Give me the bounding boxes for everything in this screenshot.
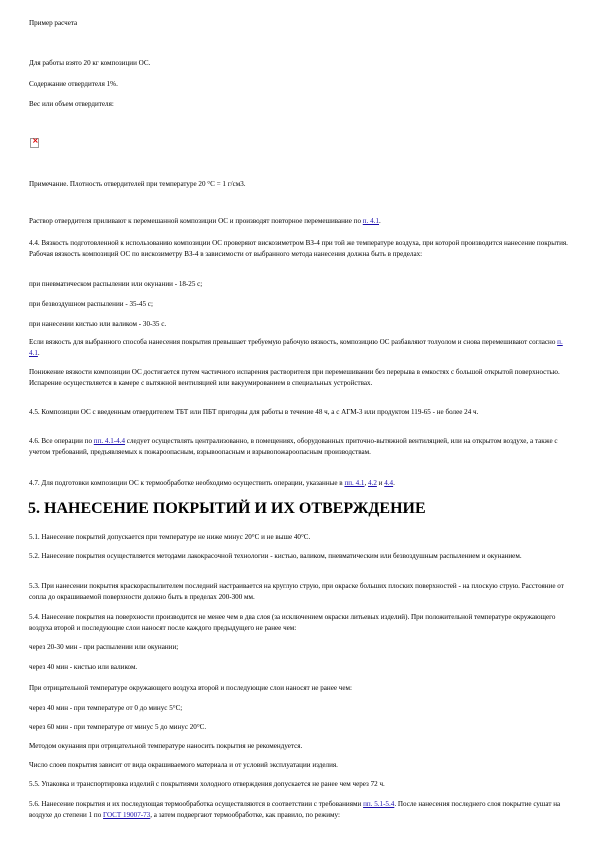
link-4-4[interactable]: 4.4: [384, 479, 394, 487]
note: Примечание. Плотность отвердителей при температуре 20 °С = 1 г/см3.: [29, 180, 246, 188]
interval-item-2: через 40 мин - кистью или валиком.: [29, 663, 138, 671]
interval-item-3: через 40 мин - при температуре от 0 до минус 5°С;: [29, 704, 183, 712]
link-4-2[interactable]: 4.2: [368, 479, 377, 487]
paragraph-4-6: [29, 436, 569, 457]
paragraph-5-1: 5.1. Нанесение покрытий допускается при температуре не ниже минус 20°С и не выше 40°С.: [29, 533, 311, 541]
intro-line-3: Вес или объем отвердителя:: [29, 100, 114, 108]
text: Раствор отвердителя приливают к перемешанной композиции ОС и производят повторное перемешивание по: [29, 217, 363, 225]
broken-image-icon: ×: [30, 138, 39, 148]
interval-item-4: через 60 мин - при температуре от минус 5 до минус 20°С.: [29, 723, 207, 731]
paragraph-4-5: 4.5. Композиции ОС с введенным отвердителем ТБТ или ПБТ пригодны для работы в течение 48 ч, а с АГМ-3 или продуктом 119-65 - не более 24 ч.: [29, 408, 479, 416]
viscosity-item-1: при пневматическом распылении или окунании - 18-25 с;: [29, 280, 203, 288]
text: Если вязкость для выбранного способа нанесения покрытия превышает требуемую рабочую вязкость, композицию ОС разбавляют толуолом и снова перемешивают согласно: [29, 338, 558, 346]
paragraph-5-3: 5.3. При нанесении покрытия краскораспылителем последний настраивается на круглую струю, при окраске больших плоских поверхностей - на плоскую струю. Расстояние от сопла до окрашиваемой поверхности должно быть в пределах 200-300 мм.: [29, 582, 564, 601]
interval-item-1: через 20-30 мин - при распылении или окунании;: [29, 643, 179, 651]
section-heading: 5. НАНЕСЕНИЕ ПОКРЫТИЙ И ИХ ОТВЕРЖДЕНИЕ: [28, 500, 426, 517]
paragraph-negative-temp: При отрицательной температуре окружающего воздуха второй и последующие слои наносят не ранее чем:: [29, 684, 352, 692]
link-p4-1[interactable]: п. 4.1: [29, 338, 563, 357]
text: .: [37, 348, 40, 357]
text: и: [376, 479, 385, 487]
paragraph-mix: [29, 216, 569, 227]
paragraph-layers: Число слоев покрытия зависит от вида окрашиваемого материала и от условий эксплуатации изделия.: [29, 761, 338, 769]
intro-line-2: Содержание отвердителя 1%.: [29, 80, 118, 88]
link-pp4-1[interactable]: пп. 4.1: [344, 479, 365, 487]
paragraph-4-7: [29, 478, 569, 489]
paragraph-evaporation: Понижение вязкости композиции ОС достигается путем частичного испарения растворителя при перемешивании без перерыва в емкостях с большой открытой поверхностью. Испарение осуществляется в камере с вытяжной вентиляцией или вакуумированием в специальных устройствах.: [29, 368, 560, 387]
viscosity-item-3: при нанесении кистью или валиком - 30-35 с.: [29, 320, 167, 328]
text: 4.6. Все операции по: [29, 437, 94, 445]
text: .: [393, 479, 395, 487]
text: , а затем подвергают термообработке, как правило, по режиму:: [150, 810, 340, 819]
link-p4-1[interactable]: п. 4.1: [362, 217, 379, 225]
viscosity-item-2: при безвоздушном распылении - 35-45 с;: [29, 300, 153, 308]
text: 4.7. Для подготовки композиции ОС к термообработке необходимо осуществить операции, указанные в: [29, 479, 345, 487]
link-pp4-1-4-4[interactable]: пп. 4.1-4.4: [93, 437, 126, 445]
link-pp5-1-5-4[interactable]: пп. 5.1-5.4: [363, 800, 395, 808]
text: следует осуществлять централизованно, в помещениях, оборудованных приточно-вытяжной вентиляцией, или на открытом воздухе, а также с учетом требований, предъявляемых к пожароопасным, взрывоопасным и взрывопожароопасным производствам.: [29, 437, 558, 456]
text: . После нанесения последнего слоя покрытие сушат на воздухе до степени 1 по: [29, 800, 561, 819]
paragraph-5-6: [29, 799, 569, 820]
paragraph-5-2: 5.2. Нанесение покрытия осуществляется методами лакокрасочной технологии - кистью, валиком, пневматическим или безвоздушным распылением и окунанием.: [29, 552, 522, 560]
paragraph-4-4: 4.4. Вязкость подготовленной к использованию композиции ОС проверяют вискозиметром ВЗ-4 при той же температуре воздуха, при которой производится нанесение покрытия. Рабочая вязкость композиций ОС по вискозиметру ВЗ-4 в зависимости от выбранного метода нанесения должна быть в пределах:: [29, 239, 568, 258]
paragraph-method: Методом окунания при отрицательной температуре наносить покрытия не рекомендуется.: [29, 742, 303, 750]
link-gost-19007-73[interactable]: ГОСТ 19007-73: [103, 810, 151, 819]
paragraph-5-5: 5.5. Упаковка и транспортировка изделий с покрытиями холодного отверждения допускается не ранее чем через 72 ч.: [29, 780, 385, 788]
paragraph-dilution: [29, 337, 569, 358]
intro-line-1: Для работы взято 20 кг композиции ОС.: [29, 59, 151, 67]
example-title: Пример расчета: [29, 19, 78, 27]
paragraph-5-4: 5.4. Нанесение покрытия на поверхности производится не менее чем в два слоя (за исключением окраски литьевых изделий). При положительной температуре окружающего воздуха второй и последующие слои наносят после каждого предыдущего не ранее чем:: [29, 613, 556, 632]
text: .: [379, 217, 381, 225]
text: ,: [364, 479, 368, 487]
text: 5.6. Нанесение покрытия и их последующая термообработка осуществляются в соответствии с требованиями: [29, 800, 364, 808]
